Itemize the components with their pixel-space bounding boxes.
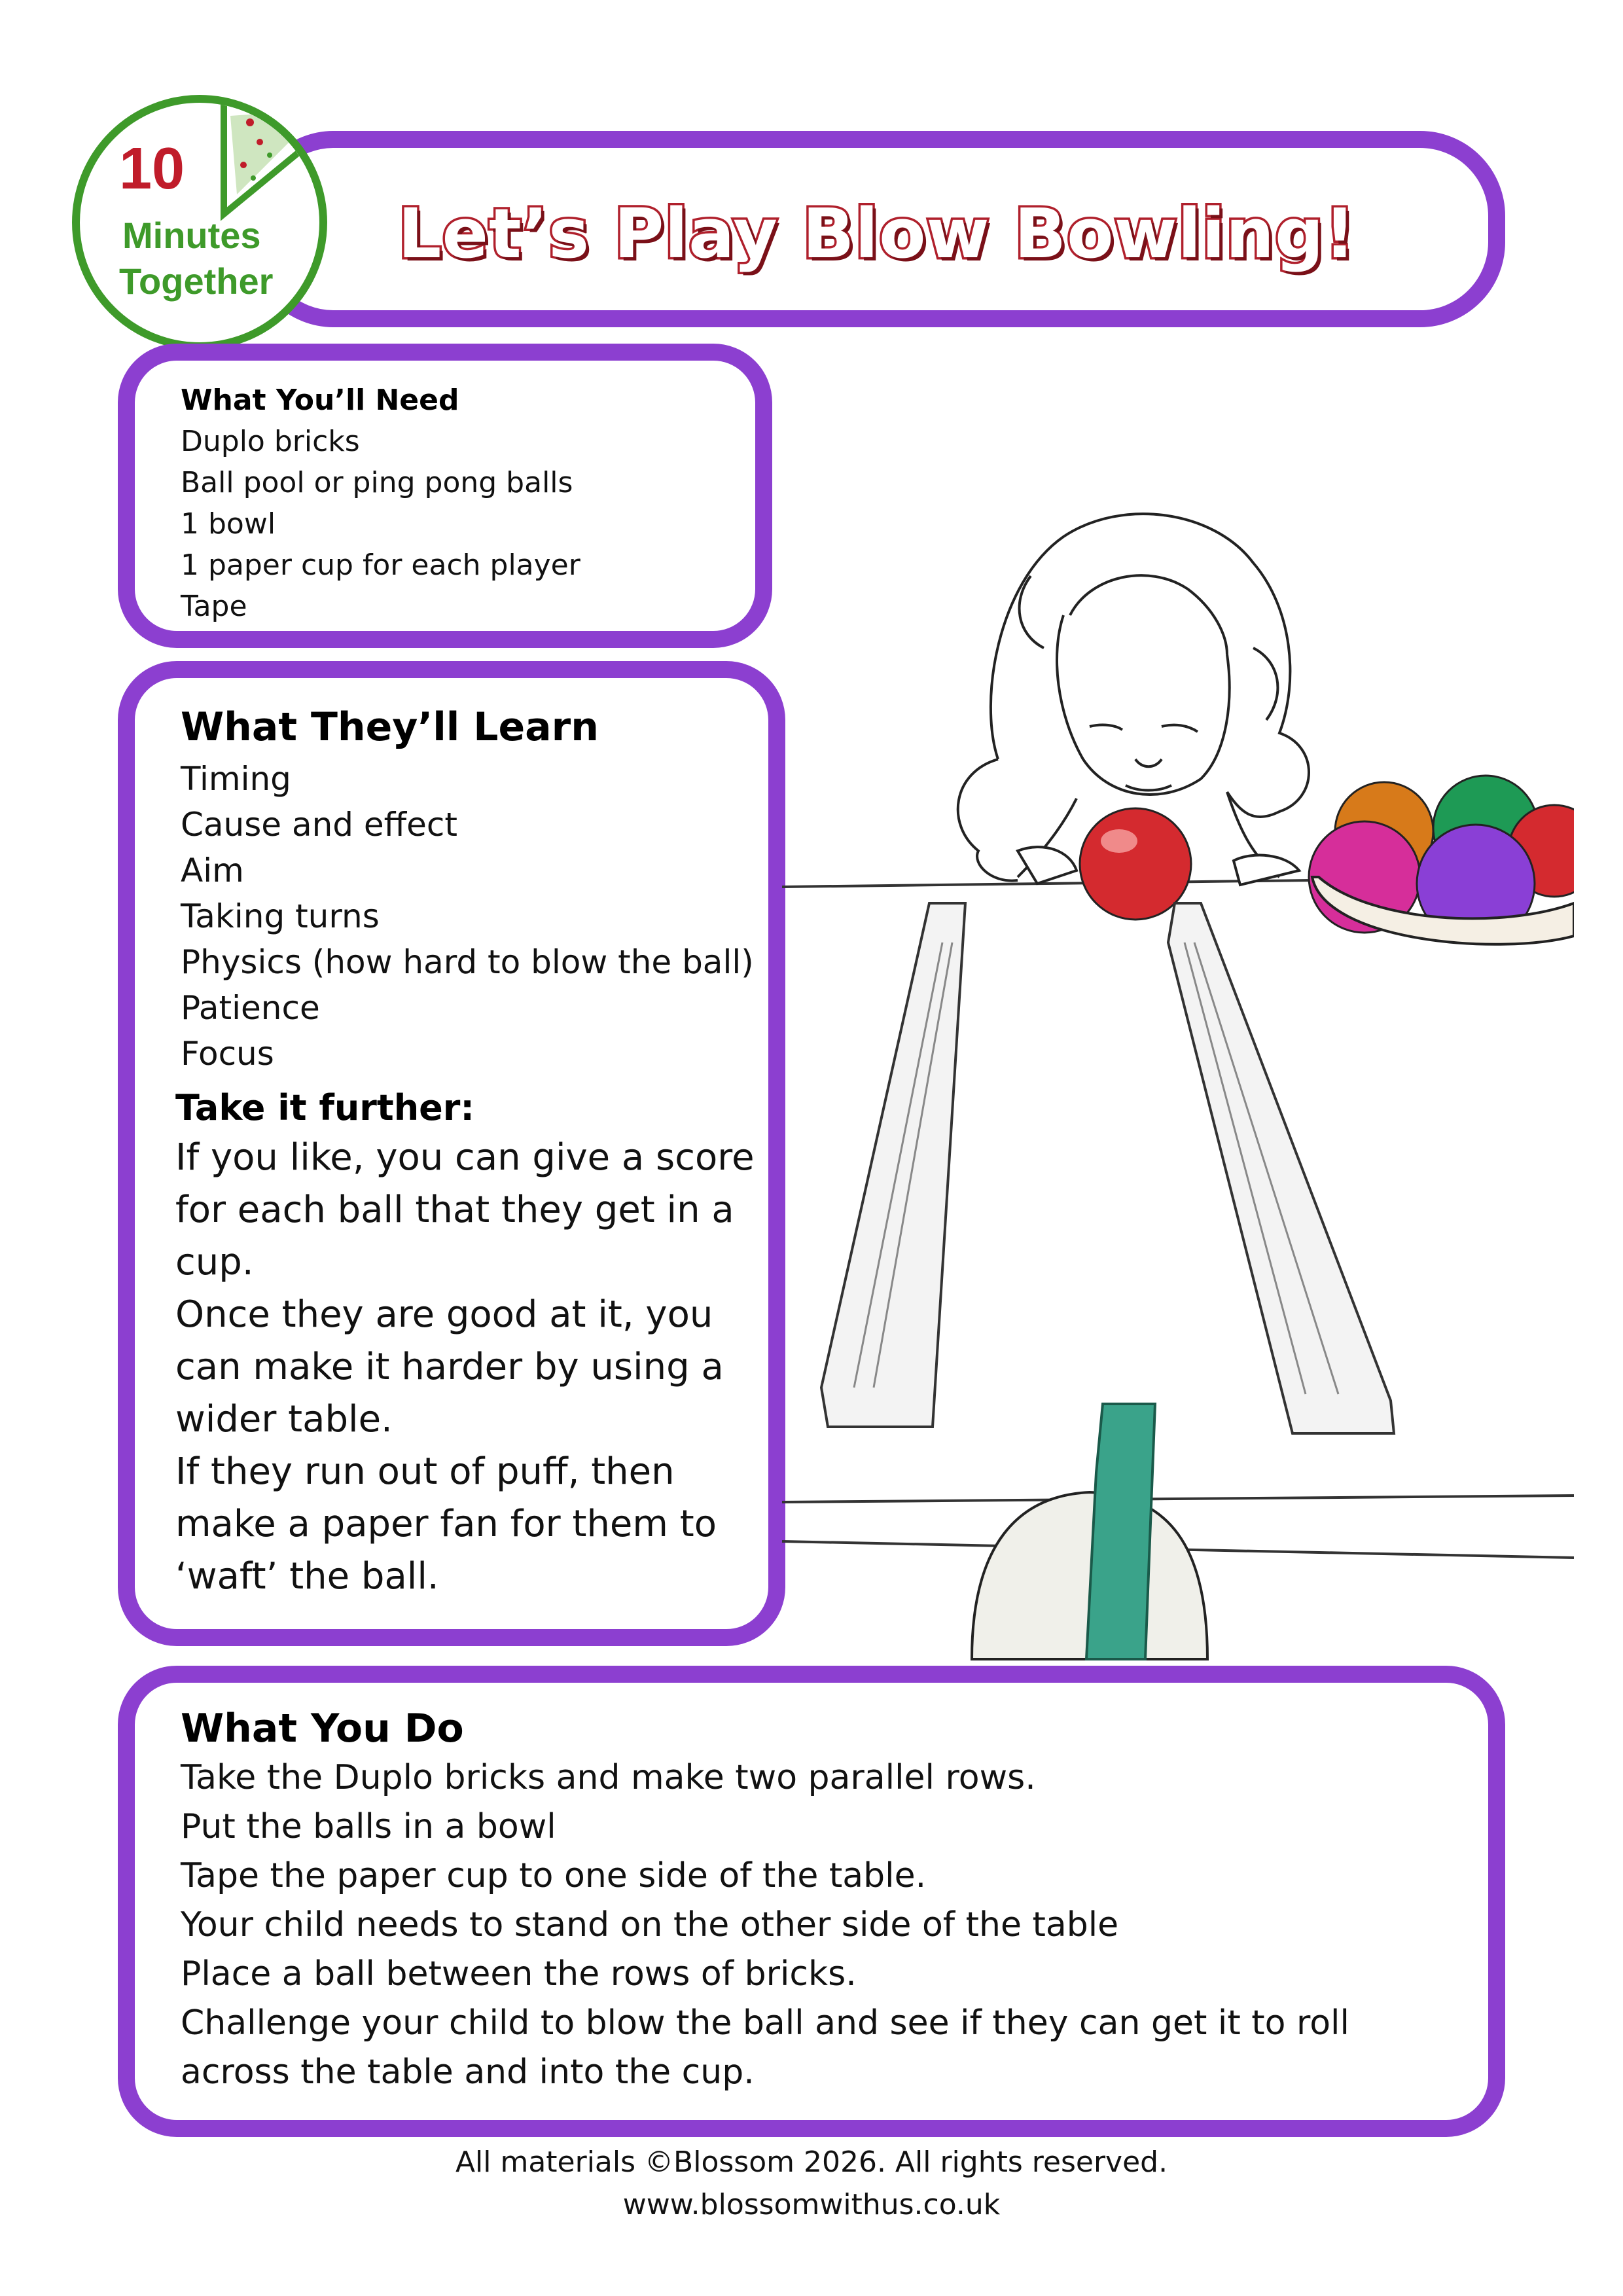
further-line: Once they are good at it, you: [175, 1293, 713, 1336]
copyright-notice: All materials ©Blossom 2026. All rights reserved.: [455, 2145, 1168, 2179]
need-item: 1 bowl: [181, 507, 276, 541]
badge-line-minutes: Minutes: [122, 215, 261, 256]
learn-heading: What They’ll Learn: [181, 704, 599, 750]
further-line: If you like, you can give a score: [175, 1136, 755, 1179]
ten-minutes-together-badge: [72, 95, 327, 350]
further-line: ‘waft’ the ball.: [175, 1555, 439, 1598]
need-heading: What You’ll Need: [181, 384, 459, 417]
take-it-further-heading: Take it further:: [175, 1087, 474, 1128]
what-you-need-panel: [118, 344, 772, 648]
learn-item: Timing: [181, 760, 291, 798]
further-line: cup.: [175, 1241, 254, 1283]
learn-item: Patience: [181, 989, 320, 1027]
learn-item: Focus: [181, 1035, 274, 1073]
learn-item: Taking turns: [181, 897, 380, 935]
further-line: wider table.: [175, 1398, 393, 1441]
need-item: 1 paper cup for each player: [181, 548, 580, 582]
further-line: If they run out of puff, then: [175, 1450, 675, 1493]
do-step: Challenge your child to blow the ball and see if they can get it to roll: [181, 2003, 1349, 2043]
what-they-learn-panel: [118, 661, 785, 1646]
left-duplo-row: [821, 903, 965, 1427]
further-line: can make it harder by using a: [175, 1346, 724, 1388]
do-step: Put the balls in a bowl: [181, 1807, 556, 1846]
badge-line-together: Together: [119, 260, 274, 302]
learn-item: Physics (how hard to blow the ball): [181, 943, 754, 981]
page-title: Let’s Play Blow Bowling!: [398, 194, 1356, 274]
need-item: Tape: [181, 590, 247, 623]
learn-item: Aim: [181, 852, 244, 889]
tape-strip: [1086, 1404, 1155, 1659]
do-step: Take the Duplo bricks and make two parallel rows.: [181, 1758, 1036, 1797]
do-step: Tape the paper cup to one side of the table.: [181, 1856, 927, 1895]
do-step: Place a ball between the rows of bricks.: [181, 1954, 857, 1994]
further-line: for each ball that they get in a: [175, 1189, 734, 1231]
right-duplo-row: [1168, 903, 1394, 1433]
badge-number: 10: [119, 136, 185, 202]
learn-item: Cause and effect: [181, 806, 457, 844]
need-item: Duplo bricks: [181, 425, 360, 458]
need-item: Ball pool or ping pong balls: [181, 466, 573, 499]
further-line: make a paper fan for them to: [175, 1503, 717, 1545]
title-banner: [249, 131, 1505, 327]
do-heading: What You Do: [181, 1706, 464, 1751]
do-step: across the table and into the cup.: [181, 2053, 755, 2092]
do-step: Your child needs to stand on the other side of the table: [181, 1905, 1119, 1945]
what-you-do-panel: [118, 1666, 1505, 2137]
blow-bowling-illustration: [782, 484, 1574, 1662]
website-link[interactable]: www.blossomwithus.co.uk: [622, 2188, 1001, 2221]
